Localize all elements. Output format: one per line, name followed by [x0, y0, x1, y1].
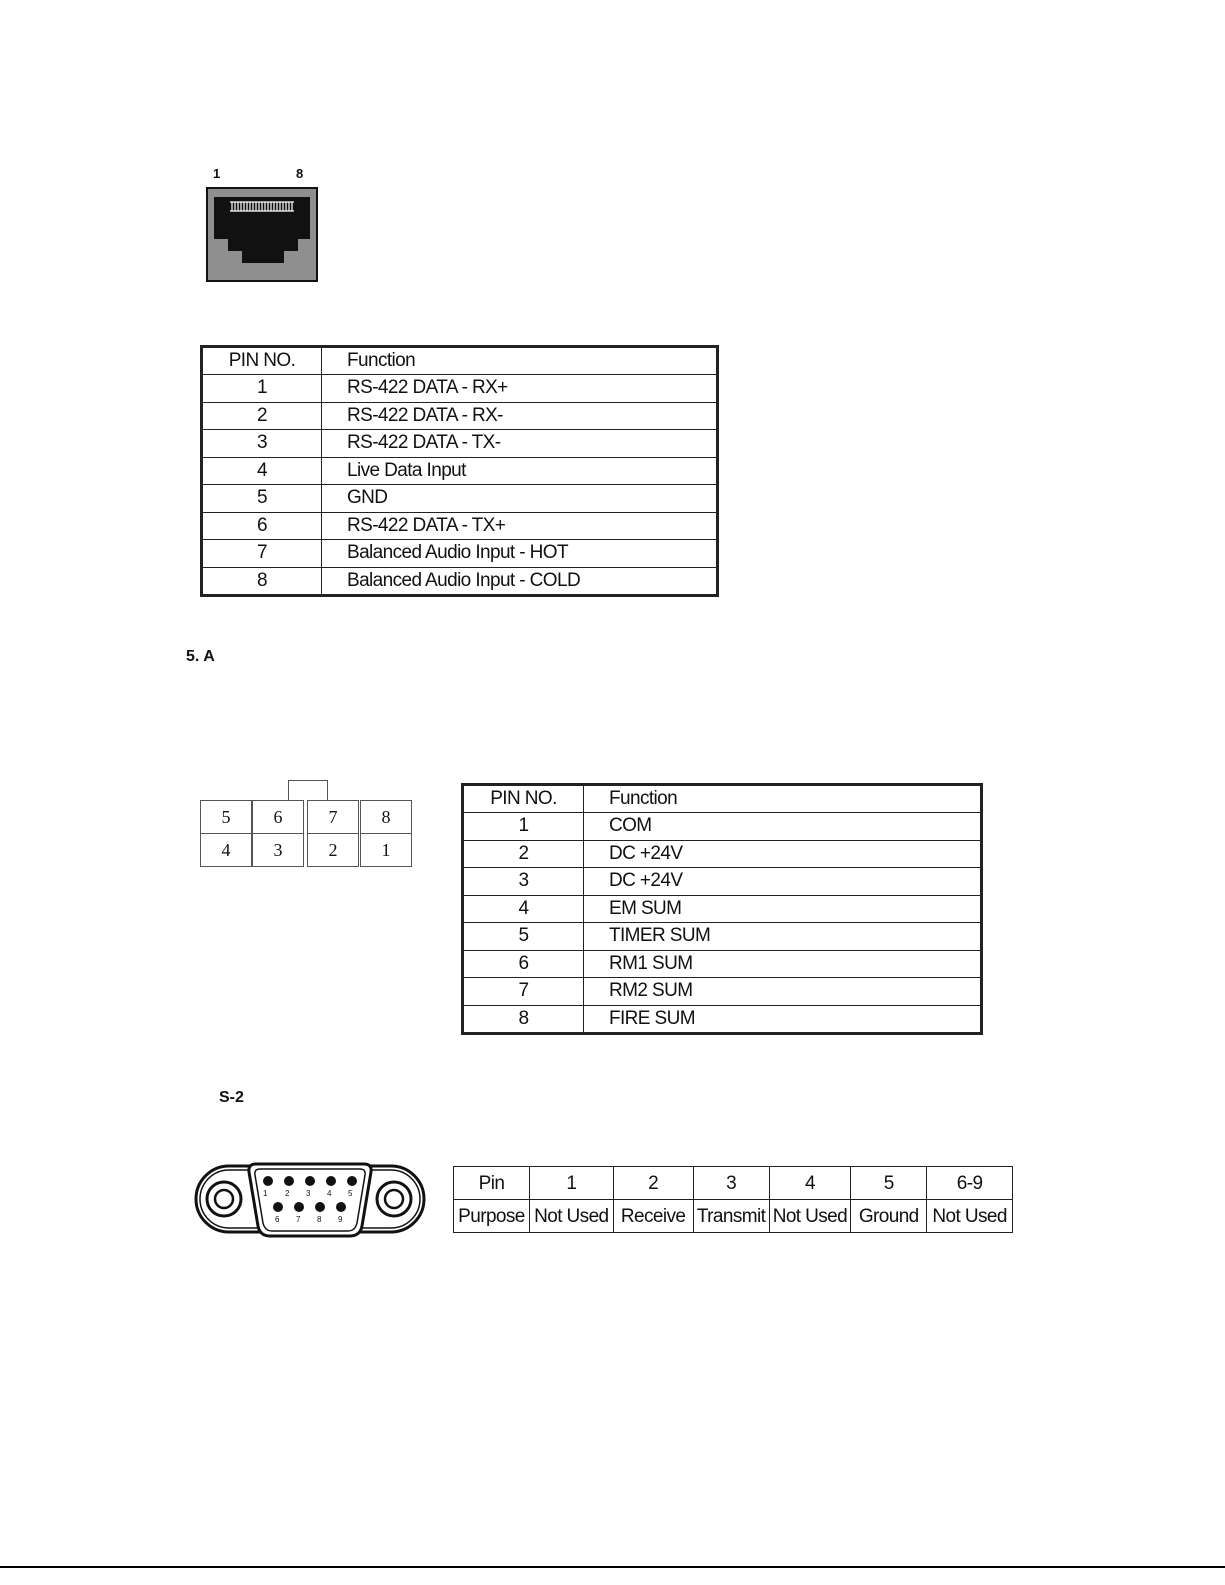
- header-function: Function: [584, 785, 982, 813]
- header-pin-no: PIN NO.: [202, 347, 322, 375]
- db9-pin-label: 7: [296, 1215, 301, 1224]
- molex-pin-cell: 4: [200, 833, 252, 867]
- pin-cell: 4: [463, 895, 584, 923]
- molex-pin-cell: 3: [252, 833, 304, 867]
- function-cell: RS-422 DATA - TX-: [322, 430, 718, 458]
- db9-pin-label: 1: [263, 1189, 268, 1198]
- pin-cell: 3: [693, 1167, 769, 1200]
- table-row: [463, 978, 982, 1006]
- table-row: [202, 567, 718, 595]
- table-row: [463, 895, 982, 923]
- function-cell: TIMER SUM: [584, 923, 982, 951]
- db9-pin-label: 9: [338, 1215, 343, 1224]
- molex-8pin-connector: [200, 780, 415, 866]
- pin-cell: 3: [202, 430, 322, 458]
- db9-connector-icon: [194, 1158, 426, 1240]
- pin-cell: 3: [463, 868, 584, 896]
- pin-cell: 5: [851, 1167, 927, 1200]
- purpose-cell: Receive: [613, 1200, 693, 1233]
- table-row: [463, 840, 982, 868]
- rs422-pinout-table: [200, 345, 719, 597]
- table-row: [202, 375, 718, 403]
- pin-cell: 1: [202, 375, 322, 403]
- rs232-pinout-table: [453, 1166, 1013, 1233]
- purpose-cell: Transmit: [693, 1200, 769, 1233]
- pin-cell: 6: [202, 512, 322, 540]
- pin-cell: 1: [463, 813, 584, 841]
- pin-cell: 8: [202, 567, 322, 595]
- pin-cell: 6-9: [927, 1167, 1013, 1200]
- function-cell: Live Data Input: [322, 457, 718, 485]
- table-row: [463, 950, 982, 978]
- table-row: [463, 813, 982, 841]
- page-bottom-rule: [0, 1566, 1225, 1568]
- db9-pin-label: 8: [317, 1215, 322, 1224]
- function-cell: EM SUM: [584, 895, 982, 923]
- table-header-row: [202, 347, 718, 375]
- table-row: [463, 923, 982, 951]
- molex-pin-cell: 6: [252, 800, 304, 834]
- function-cell: Balanced Audio Input - HOT: [322, 540, 718, 568]
- section-5-heading: 5. A: [186, 648, 215, 665]
- purpose-header-cell: Purpose: [454, 1200, 530, 1233]
- function-cell: RM1 SUM: [584, 950, 982, 978]
- molex-pin-cell: 1: [360, 833, 412, 867]
- db9-pin-label: 6: [275, 1215, 280, 1224]
- pin-cell: 7: [463, 978, 584, 1006]
- pin-cell: 4: [769, 1167, 851, 1200]
- function-cell: Balanced Audio Input - COLD: [322, 567, 718, 595]
- connector-latch: [288, 780, 328, 800]
- table-row: [463, 1005, 982, 1033]
- purpose-cell: Not Used: [769, 1200, 851, 1233]
- pin-cell: 5: [463, 923, 584, 951]
- table-row: [202, 402, 718, 430]
- pin-cell: 2: [613, 1167, 693, 1200]
- molex-pin-cell: 5: [200, 800, 252, 834]
- rj45-jack-icon: [206, 187, 318, 282]
- function-cell: RS-422 DATA - TX+: [322, 512, 718, 540]
- molex-pin-cell: 2: [307, 833, 359, 867]
- table-row: [202, 430, 718, 458]
- pin-cell: 8: [463, 1005, 584, 1033]
- function-cell: FIRE SUM: [584, 1005, 982, 1033]
- table-header-row: [463, 785, 982, 813]
- function-cell: COM: [584, 813, 982, 841]
- function-cell: RS-422 DATA - RX+: [322, 375, 718, 403]
- rj45-pin8-label: 8: [296, 166, 304, 181]
- pin-cell: 5: [202, 485, 322, 513]
- header-pin-no: PIN NO.: [463, 785, 584, 813]
- pin-row: [454, 1167, 1013, 1200]
- db9-pin-label: 3: [306, 1189, 311, 1198]
- db9-pin-label: 5: [348, 1189, 353, 1198]
- pin-cell: 1: [529, 1167, 613, 1200]
- table-row: [202, 540, 718, 568]
- pin-cell: 2: [463, 840, 584, 868]
- rj45-pin1-label: 1: [213, 166, 221, 181]
- purpose-cell: Not Used: [927, 1200, 1013, 1233]
- molex-pin-cell: 8: [360, 800, 412, 834]
- purpose-row: [454, 1200, 1013, 1233]
- table-row: [202, 512, 718, 540]
- pin-cell: 2: [202, 402, 322, 430]
- molex-pin-cell: 7: [307, 800, 359, 834]
- table-row: [202, 457, 718, 485]
- pin-cell: 4: [202, 457, 322, 485]
- db9-pin-label: 2: [285, 1189, 290, 1198]
- function-cell: DC +24V: [584, 840, 982, 868]
- db9-pin-label: 4: [327, 1189, 332, 1198]
- function-cell: RM2 SUM: [584, 978, 982, 1006]
- table-row: [463, 868, 982, 896]
- function-cell: RS-422 DATA - RX-: [322, 402, 718, 430]
- header-function: Function: [322, 347, 718, 375]
- pin-header-cell: Pin: [454, 1167, 530, 1200]
- pin-cell: 6: [463, 950, 584, 978]
- purpose-cell: Ground: [851, 1200, 927, 1233]
- function-cell: GND: [322, 485, 718, 513]
- section-s2-heading: S-2: [219, 1089, 244, 1106]
- function-cell: DC +24V: [584, 868, 982, 896]
- purpose-cell: Not Used: [529, 1200, 613, 1233]
- alarm-pinout-table: [461, 783, 983, 1035]
- pin-cell: 7: [202, 540, 322, 568]
- table-row: [202, 485, 718, 513]
